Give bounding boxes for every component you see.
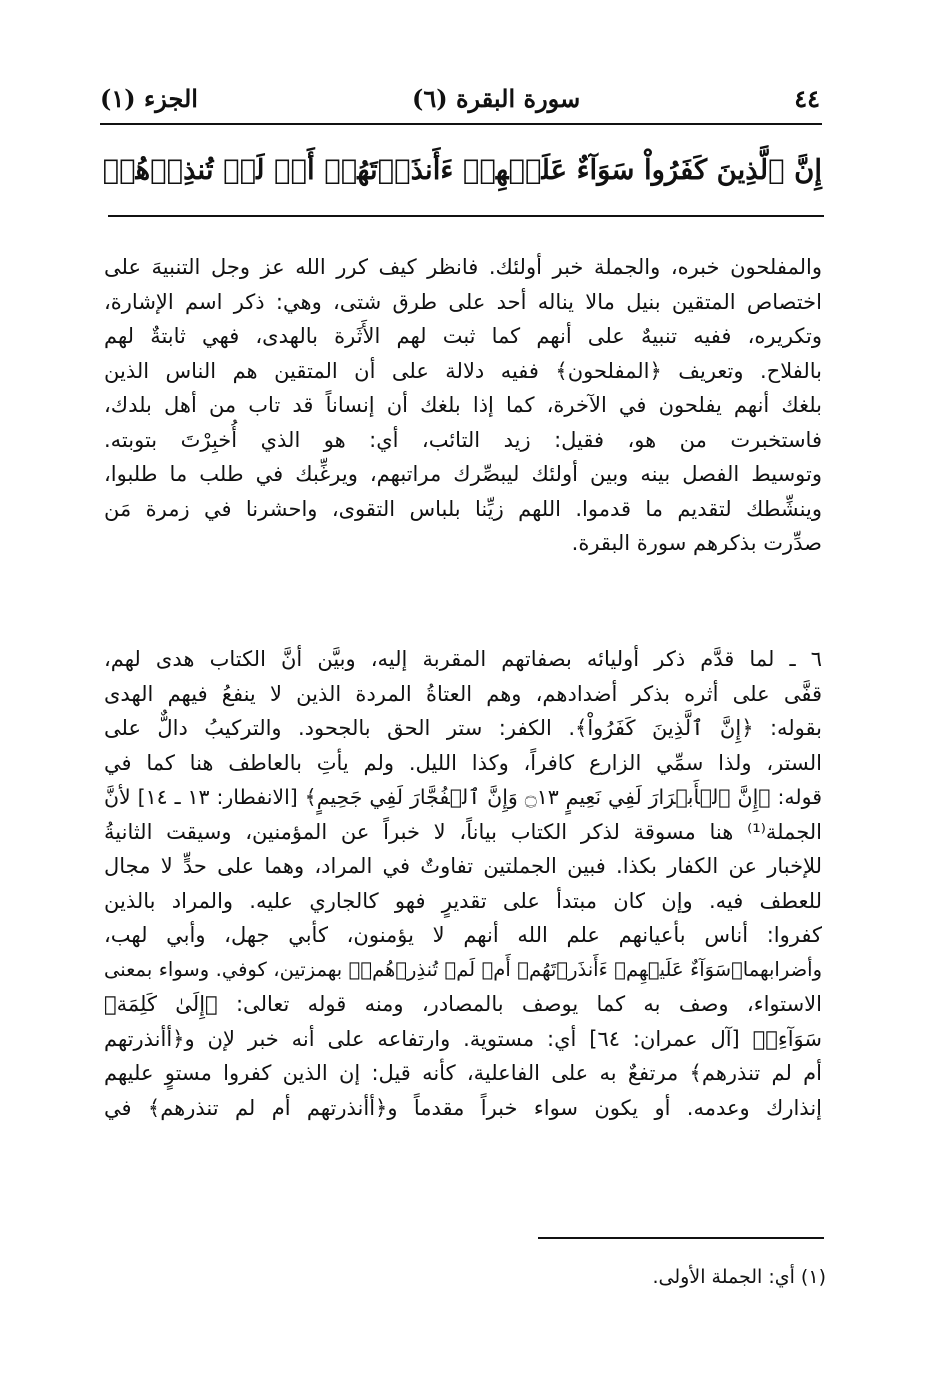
text-line: وينشِّطك لتقديم ما قدموا. اللهم زيِّنا بلباس التقوى، واحشرنا في زمرة مَن bbox=[104, 496, 822, 521]
text-line: أم لم تنذرهم﴾ مرتفعٌ به على الفاعلية، كأنه قيل: إن الذين كفروا مستوٍ عليهم bbox=[104, 1061, 822, 1085]
text-line: بلغك أنهم يفلحون في الآخرة، كما إذا بلغك أن إنساناً قد تاب من أهل بلدك، bbox=[104, 393, 822, 417]
text-line: الجملة⁽¹⁾ هنا مسوقة لذكر الكتاب بياناً، لا خبراً عن المؤمنين، وسيقت الثانيةُ bbox=[104, 819, 822, 844]
text-line: كفروا: أناس بأعيانهم علم الله أنهم لا يؤمنون، كأبي جهل، وأبي لهب، bbox=[104, 923, 822, 947]
page-number: ٤٤ bbox=[794, 83, 820, 113]
footnote-divider bbox=[538, 1237, 824, 1239]
text-line: فاستخبرت من هو، فقيل: زيد التائب، أي: هو الذي أُخبِرْتَ بتوبته. bbox=[104, 427, 822, 452]
paragraph-2 bbox=[104, 642, 822, 1125]
text-line: قوله: ﴿إِنَّ ٱلۡأَبۡرَارَ لَفِي نَعِيمٍ ۝١٣ وَإِنَّ ٱلۡفُجَّارَ لَفِي جَحِيمٍ﴾ [الانفطار: ١٣ ـ ١٤] لأنَّ bbox=[104, 785, 823, 809]
text-line: بقوله: ﴿إِنَّ ٱلَّذِينَ كَفَرُواْ﴾. الكفر: ستر الحق بالجحود. والتركيبُ دالٌّ على bbox=[104, 716, 822, 740]
text-line: للإخبار عن الكفار بكذا. فبين الجملتين تفاوتٌ في المراد، وهما على حدٍّ لا مجال bbox=[104, 854, 822, 878]
footnote: (١) أي: الجملة الأولى. bbox=[652, 1266, 826, 1288]
quran-verse: إِنَّ ٱلَّذِينَ كَفَرُواْ سَوَآءٌ عَلَيۡهِمۡ ءَأَنذَرۡتَهُمۡ أَمۡ لَمۡ تُنذِرۡهُمۡ bbox=[102, 154, 822, 186]
verse-divider bbox=[108, 215, 824, 217]
header-divider bbox=[100, 123, 822, 125]
juz-label: الجزء (١) bbox=[100, 83, 198, 113]
text-line: بالفلاح. وتعريف ﴿المفلحون﴾ ففيه دلالة على أن المتقين هم الناس الذين bbox=[104, 358, 822, 383]
text-line: وأضرابهما﴿سَوَآءٌ عَلَيۡهِمۡ ءَأَنذَرۡتَهُمۡ أَمۡ لَمۡ تُنذِرۡهُمۡ﴾ بهمزتين، كوفي. وسواء بمعنى bbox=[104, 957, 822, 981]
text-line: وتكريره، ففيه تنبيهٌ على أنهم كما ثبت لهم الأَثَرة بالهدى، فهي ثابتةٌ لهم bbox=[104, 324, 822, 348]
text-line: اختصاص المتقين بنيل مالا يناله أحد على طرق شتى، وهي: ذكر اسم الإشارة، bbox=[104, 289, 822, 314]
text-line: صدِّرت بذكرهم سورة البقرة. bbox=[571, 531, 822, 555]
text-line: سَوَآءِۭ﴾ [آل عمران: ٦٤] أي: مستوية. وارتفاعه على أنه خبر لإن و﴿أأنذرتهم bbox=[104, 1026, 822, 1051]
paragraph-1 bbox=[104, 250, 822, 561]
text-line: إنذارك وعدمه. أو يكون سواء خبراً مقدماً و﴿أأنذرتهم أم لم تنذرهم﴾ في bbox=[104, 1095, 822, 1120]
text-line: الستر، ولذا سمِّي الزارع كافراً، وكذا الليل. ولم يأتِ بالعاطف هنا كما في bbox=[104, 750, 822, 775]
text-line: والمفلحون خبره، والجملة خبر أولئك. فانظر كيف كرر الله عز وجل التنبيهَ على bbox=[104, 255, 822, 279]
text-line: قفَّى على أثره بذكر أضدادهم، وهم العتاةُ المردة الذين لا ينفعُ فيهم الهدى bbox=[104, 681, 822, 706]
surah-title: سورة البقرة (٦) bbox=[412, 83, 581, 113]
text-line: وتوسيط الفصل بينه وبين أولئك ليبصِّرك مراتبهم، ويرغِّبك في طلب ما طلبوا، bbox=[104, 462, 822, 486]
text-line: الاستواء، وصف به كما يوصف بالمصادر، ومنه قوله تعالى: ﴿إِلَىٰ كَلِمَةٖ bbox=[104, 992, 822, 1016]
text-line: ٦ ـ لما قدَّم ذكر أوليائه بصفاتهم المقربة إليه، وبيَّن أنَّ الكتاب هدى لهم، bbox=[104, 647, 822, 671]
text-line: للعطف فيه. وإن كان مبتدأ على تقديرٍ فهو كالجاري عليه. والمراد بالذين bbox=[104, 888, 822, 913]
page-header bbox=[100, 78, 820, 118]
